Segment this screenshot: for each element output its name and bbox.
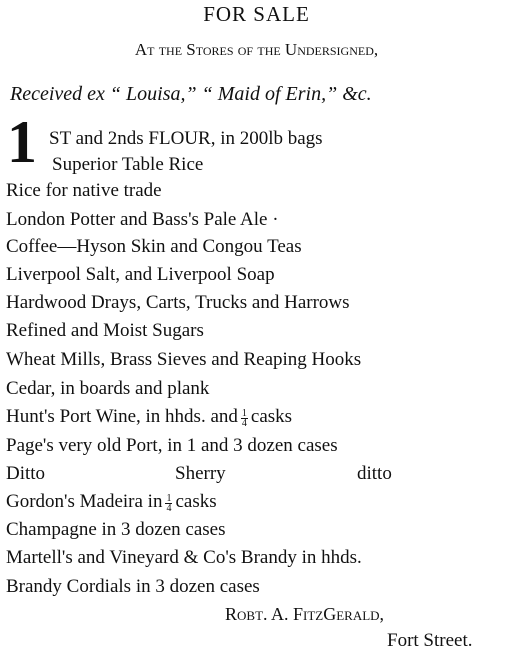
received-line: Received ex “ Louisa,” “ Maid of Erin,” &c. [10, 83, 372, 105]
sherry-label: Sherry [175, 463, 226, 484]
quarter-fraction: $\frac{1}{4}$ [241, 408, 247, 429]
madeira-text-after: casks [175, 491, 217, 512]
list-item: London Potter and Bass's Pale Ale · [6, 209, 279, 230]
list-item: Hardwood Drays, Carts, Trucks and Harrows [6, 292, 350, 313]
ad-subtitle: At the Stores of the Undersigned, [134, 40, 379, 59]
list-item: Liverpool Salt, and Liverpool Soap [6, 264, 275, 285]
ditto-right: ditto [357, 463, 392, 484]
list-item-page-port: Page's very old Port, in 1 and 3 dozen cases [6, 435, 338, 456]
quarter-fraction: $\frac{1}{4}$ [166, 493, 172, 514]
list-item: Martell's and Vineyard & Co's Brandy in hhds. [6, 547, 362, 568]
list-item-port-wine [6, 405, 292, 429]
ad-title: FOR SALE [203, 2, 310, 26]
signature-address: Fort Street. [387, 630, 473, 651]
list-item: Brandy Cordials in 3 dozen cases [6, 576, 260, 597]
signature-name: Robt. A. FitzGerald, [225, 604, 385, 624]
list-item: Coffee—Hyson Skin and Congou Teas [6, 236, 302, 257]
ditto-left: Ditto [6, 463, 46, 484]
port-text: Hunt's Port Wine, in hhds. and [6, 406, 238, 427]
list-item: Wheat Mills, Brass Sieves and Reaping Hooks [6, 349, 362, 370]
list-item: Rice for native trade [6, 180, 162, 201]
list-item-table-rice: Superior Table Rice [52, 154, 204, 175]
port-text-after: casks [250, 406, 293, 427]
list-item: Champagne in 3 dozen cases [6, 519, 226, 540]
list-item-ditto-sherry [6, 462, 506, 486]
madeira-text: Gordon's Madeira in [6, 491, 163, 512]
list-item-madeira [6, 490, 217, 514]
drop-cap: 1 [7, 109, 37, 175]
list-item-flour: ST and 2nds FLOUR, in 200lb bags [49, 128, 323, 149]
list-item: Cedar, in boards and plank [6, 378, 210, 399]
list-item: Refined and Moist Sugars [6, 320, 204, 341]
